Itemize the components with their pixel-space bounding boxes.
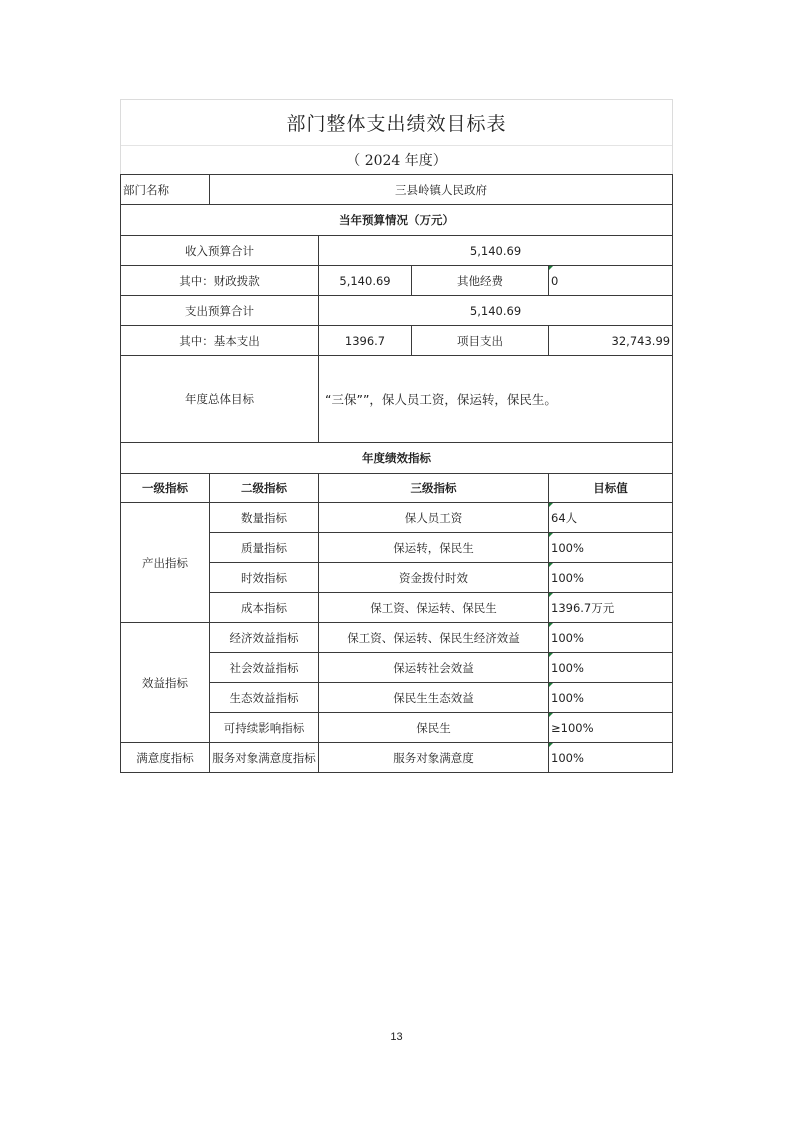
performance-target-sheet xyxy=(120,99,672,773)
income-total-value: 5,140.69 xyxy=(319,236,673,266)
level2-cell: 社会效益指标 xyxy=(210,653,319,683)
target-cell: 100% xyxy=(549,653,673,683)
goal-value: “三保””，保人员工资，保运转，保民生。 xyxy=(319,356,673,443)
target-cell: 100% xyxy=(549,683,673,713)
other-label: 其他经费 xyxy=(412,266,549,296)
level3-cell: 服务对象满意度 xyxy=(319,743,549,773)
level2-cell: 可持续影响指标 xyxy=(210,713,319,743)
page-number: 13 xyxy=(390,1031,403,1043)
target-cell: ≥100% xyxy=(549,713,673,743)
level2-cell: 时效指标 xyxy=(210,563,319,593)
level3-cell: 保工资、保运转、保民生经济效益 xyxy=(319,623,549,653)
level2-cell: 服务对象满意度指标 xyxy=(210,743,319,773)
level1-cell: 效益指标 xyxy=(121,623,210,743)
fiscal-value: 5,140.69 xyxy=(319,266,412,296)
perf-section-title: 年度绩效指标 xyxy=(121,443,673,474)
target-cell: 100% xyxy=(549,623,673,653)
expense-total-label: 支出预算合计 xyxy=(121,296,319,326)
budget-section-title: 当年预算情况（万元） xyxy=(121,205,673,236)
header-level2: 二级指标 xyxy=(210,474,319,503)
target-cell: 100% xyxy=(549,743,673,773)
level3-cell: 保工资、保运转、保民生 xyxy=(319,593,549,623)
table-row xyxy=(121,743,673,773)
level3-cell: 保人员工资 xyxy=(319,503,549,533)
level3-cell: 保民生生态效益 xyxy=(319,683,549,713)
project-value: 32,743.99 xyxy=(549,326,673,356)
target-cell: 100% xyxy=(549,563,673,593)
level3-cell: 资金拨付时效 xyxy=(319,563,549,593)
basic-value: 1396.7 xyxy=(319,326,412,356)
table-title: 部门整体支出绩效目标表 xyxy=(121,100,673,146)
income-total-label: 收入预算合计 xyxy=(121,236,319,266)
level3-cell: 保民生 xyxy=(319,713,549,743)
target-cell: 1396.7万元 xyxy=(549,593,673,623)
level2-cell: 成本指标 xyxy=(210,593,319,623)
table-row xyxy=(121,623,673,653)
level1-cell: 产出指标 xyxy=(121,503,210,623)
target-cell: 64人 xyxy=(549,503,673,533)
goal-label: 年度总体目标 xyxy=(121,356,319,443)
level2-cell: 质量指标 xyxy=(210,533,319,563)
level2-cell: 经济效益指标 xyxy=(210,623,319,653)
level3-cell: 保运转社会效益 xyxy=(319,653,549,683)
fiscal-label: 其中：财政拨款 xyxy=(121,266,319,296)
dept-value: 三县岭镇人民政府 xyxy=(210,175,673,205)
expense-total-value: 5,140.69 xyxy=(319,296,673,326)
header-level1: 一级指标 xyxy=(121,474,210,503)
table-row xyxy=(121,503,673,533)
basic-label: 其中：基本支出 xyxy=(121,326,319,356)
other-value: 0 xyxy=(549,266,673,296)
level3-cell: 保运转，保民生 xyxy=(319,533,549,563)
dept-label: 部门名称 xyxy=(121,175,210,205)
header-target: 目标值 xyxy=(549,474,673,503)
table-year: （ 2024 年度） xyxy=(121,146,673,175)
target-cell: 100% xyxy=(549,533,673,563)
header-level3: 三级指标 xyxy=(319,474,549,503)
performance-table xyxy=(120,99,673,773)
level2-cell: 生态效益指标 xyxy=(210,683,319,713)
level1-cell: 满意度指标 xyxy=(121,743,210,773)
project-label: 项目支出 xyxy=(412,326,549,356)
level2-cell: 数量指标 xyxy=(210,503,319,533)
